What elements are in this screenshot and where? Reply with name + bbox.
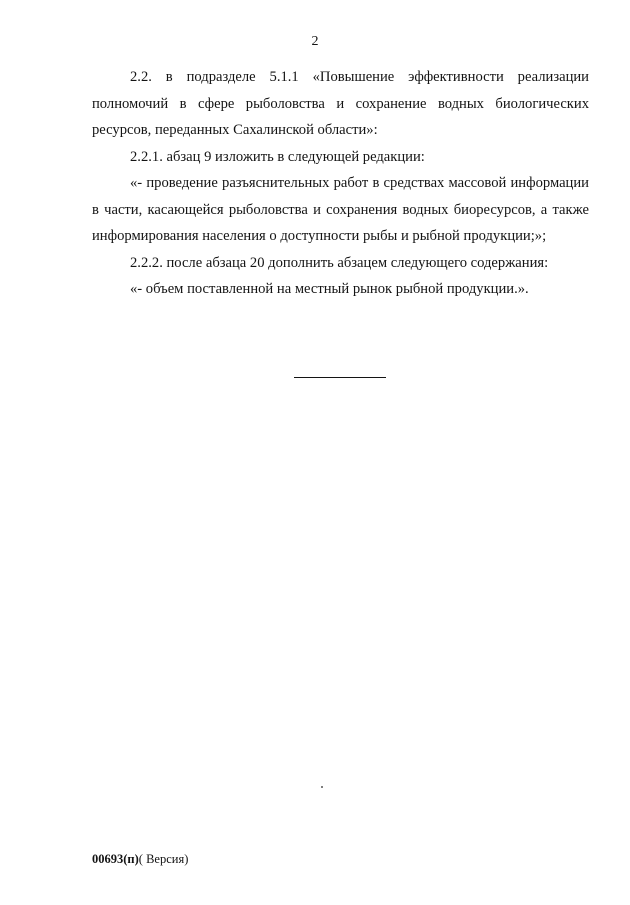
paragraph-2-2-1-quote: «- проведение разъяснительных работ в средствах массовой информации в части, касающейся рыболовства и сохранения водных биоресурсов, а также информирования населения о доступности рыбы и рыбной продукции;»; — [92, 175, 589, 244]
paragraph-2-2: 2.2. в подразделе 5.1.1 «Повышение эффективности реализации полномочий в сфере рыболовства и сохранение водных биологических ресурсов, переданных Сахалинской области»: — [92, 69, 589, 138]
paragraph-2-2-2-quote: «- объем поставленной на местный рынок рыбной продукции.». — [130, 281, 529, 297]
document-body — [92, 64, 589, 303]
page-number: 2 — [311, 34, 319, 49]
footer-document-code — [92, 852, 188, 867]
scan-speck — [321, 786, 323, 788]
document-number: 00693(п) — [92, 852, 139, 866]
paragraph-2-2-1: 2.2.1. абзац 9 изложить в следующей редакции: — [130, 148, 425, 165]
paragraph-2-2-2: 2.2.2. после абзаца 20 дополнить абзацем следующего содержания: — [130, 254, 549, 271]
document-version: ( Версия) — [138, 852, 189, 866]
end-divider-line — [294, 377, 386, 378]
